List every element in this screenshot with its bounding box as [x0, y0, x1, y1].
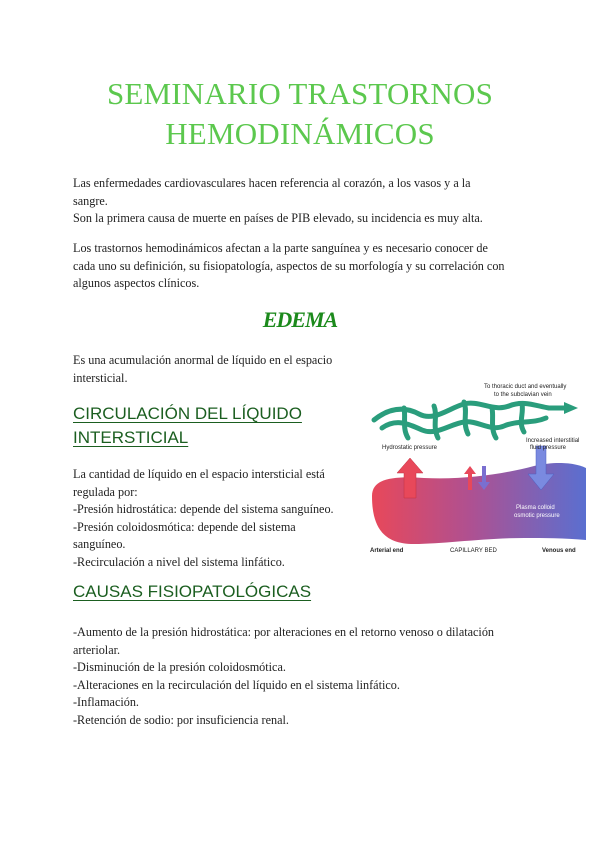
intro-paragraph-1: [73, 175, 533, 228]
text-line: algunos aspectos clínicos.: [73, 276, 200, 290]
heading-line: INTERSTICIAL: [73, 428, 189, 447]
list-item: -Disminución de la presión coloidosmótica.: [73, 660, 286, 674]
label-capillary-bed: CAPILLARY BED: [450, 548, 497, 554]
edema-definition: [73, 352, 363, 387]
list-item: -Alteraciones en la recirculación del líquido en el sistema linfático.: [73, 677, 400, 692]
heading-line: CIRCULACIÓN DEL LÍQUIDO: [73, 404, 302, 423]
text-line: sangre.: [73, 193, 108, 208]
circulacion-heading: [73, 402, 302, 450]
text-line: Es una acumulación anormal de líquido en el espacio: [73, 353, 333, 367]
list-item: -Aumento de la presión hidrostática: por alteraciones en el retorno venoso o dilatación: [73, 625, 495, 639]
label-plasma-2: osmotic pressure: [514, 513, 560, 519]
text-line: intersticial.: [73, 370, 128, 385]
label-interstitial-1: Increased interstitial: [526, 438, 580, 444]
causas-heading: CAUSAS FISIOPATOLÓGICAS: [73, 582, 312, 601]
page-title: [0, 74, 600, 154]
text-line: Los trastornos hemodinámicos afectan a la parte sanguínea y es necesario conocer de: [73, 241, 488, 255]
edema-heading: EDEMA: [262, 307, 338, 332]
title-line-2: HEMODINÁMICOS: [165, 116, 435, 151]
text-line: Las enfermedades cardiovasculares hacen referencia al corazón, a los vasos y a la: [73, 176, 471, 190]
label-interstitial-2: fluid pressure: [530, 445, 567, 451]
list-item: arteriolar.: [73, 642, 121, 657]
list-item: -Retención de sodio: por insuficiencia renal.: [73, 712, 289, 727]
lymphatic-network: [374, 402, 569, 438]
text-line: regulada por:: [73, 484, 138, 499]
capillary-bed-figure: [364, 378, 589, 556]
label-lymph-2: to the subclavian vein: [494, 392, 552, 398]
text-line: cada uno su definición, su fisiopatología, aspectos de su morfología y su correlación con: [73, 258, 505, 273]
text-line: -Presión coloidosmótica: depende del sistema: [73, 519, 296, 534]
causas-list: [73, 624, 533, 729]
text-line: -Recirculación a nivel del sistema linfático.: [73, 554, 285, 569]
label-arterial-end: Arterial end: [370, 548, 404, 554]
list-item: -Inflamación.: [73, 695, 139, 709]
title-line-1: SEMINARIO TRASTORNOS: [106, 76, 494, 111]
label-hydrostatic: Hydrostatic pressure: [382, 445, 438, 451]
arrow-icon: [564, 402, 578, 414]
circulacion-body: [73, 466, 363, 571]
label-lymph-1: To thoracic duct and eventually: [484, 384, 567, 390]
text-line: Son la primera causa de muerte en países de PIB elevado, su incidencia es muy alta.: [73, 211, 483, 225]
text-line: sanguíneo.: [73, 537, 126, 551]
label-plasma-1: Plasma colloid: [516, 505, 555, 511]
intro-paragraph-2: [73, 240, 533, 293]
text-line: -Presión hidrostática: depende del sistema sanguíneo.: [73, 502, 334, 516]
text-line: La cantidad de líquido en el espacio intersticial está: [73, 467, 325, 481]
label-venous-end: Venous end: [542, 548, 576, 554]
